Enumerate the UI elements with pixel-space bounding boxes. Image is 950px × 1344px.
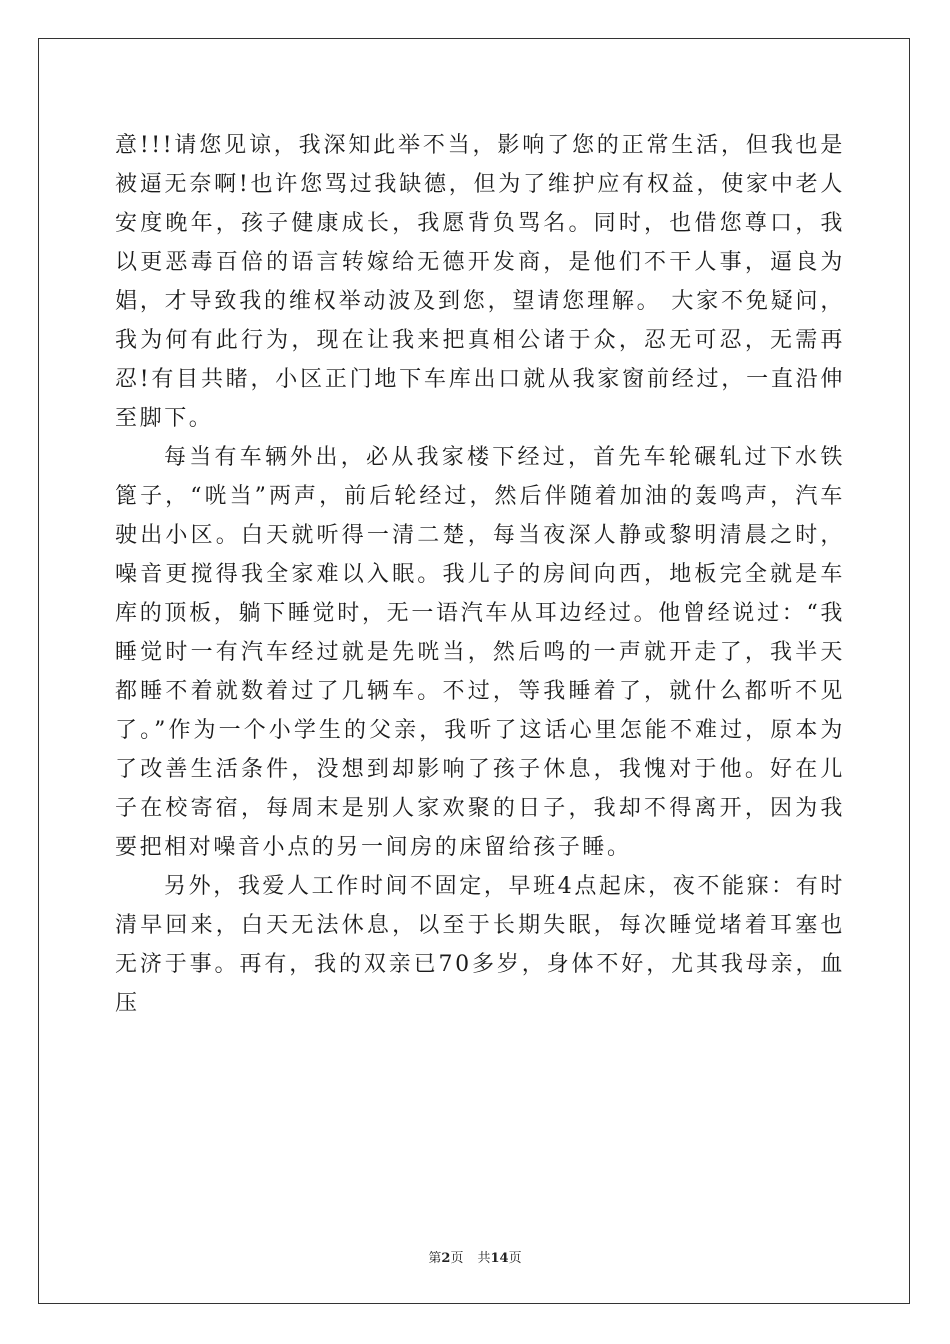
page-prefix: 第 xyxy=(428,1251,442,1266)
page-suffix: 页 xyxy=(450,1251,464,1266)
total-pages: 14 xyxy=(490,1251,509,1266)
page-footer xyxy=(0,1247,950,1266)
page-number: 2 xyxy=(441,1251,451,1266)
total-suffix: 页 xyxy=(508,1251,522,1266)
paragraph-2: 每当有车辆外出，必从我家楼下经过，首先车轮碾轧过下水铁篦子，“咣当”两声，前后轮经过，然后伴随着加油的轰鸣声，汽车驶出小区。白天就听得一清二楚，每当夜深人静或黎明清晨之时，噪音更搅得我全家难以入眠。我儿子的房间向西，地板完全就是车库的顶板，躺下睡觉时，无一语汽车从耳边经过。他曾经说过：“我睡觉时一有汽车经过就是先咣当，然后鸣的一声就开走了，我半天都睡不着就数着过了几辆车。不过，等我睡着了，就什么都听不见了。”作为一个小学生的父亲，我听了这话心里怎能不难过，原本为了改善生活条件，没想到却影响了孩子休息，我愧对于他。好在儿子在校寄宿，每周末是别人家欢聚的日子，我却不得离开，因为我要把相对噪音小点的另一间房的床留给孩子睡。 xyxy=(115,445,845,860)
document-body xyxy=(115,126,845,1023)
total-prefix: 共 xyxy=(477,1251,491,1266)
paragraph-3: 另外，我爱人工作时间不固定，早班4点起床，夜不能寐：有时清早回来，白天无法休息，以至于长期失眠，每次睡觉堵着耳塞也无济于事。再有，我的双亲已70多岁，身体不好，尤其我母亲，血压 xyxy=(115,874,845,1016)
paragraph-1: 意!!!请您见谅，我深知此举不当，影响了您的正常生活，但我也是被逼无奈啊!也许您骂过我缺德，但为了维护应有权益，使家中老人安度晚年，孩子健康成长，我愿背负骂名。同时，也借您尊口，我以更恶毒百倍的语言转嫁给无德开发商，是他们不干人事，逼良为娼，才导致我的维权举动波及到您，望请您理解。 大家不免疑问，我为何有此行为，现在让我来把真相公诸于众，忍无可忍，无需再忍!有目共睹，小区正门地下车库出口就从我家窗前经过，一直沿伸至脚下。 xyxy=(115,133,845,431)
